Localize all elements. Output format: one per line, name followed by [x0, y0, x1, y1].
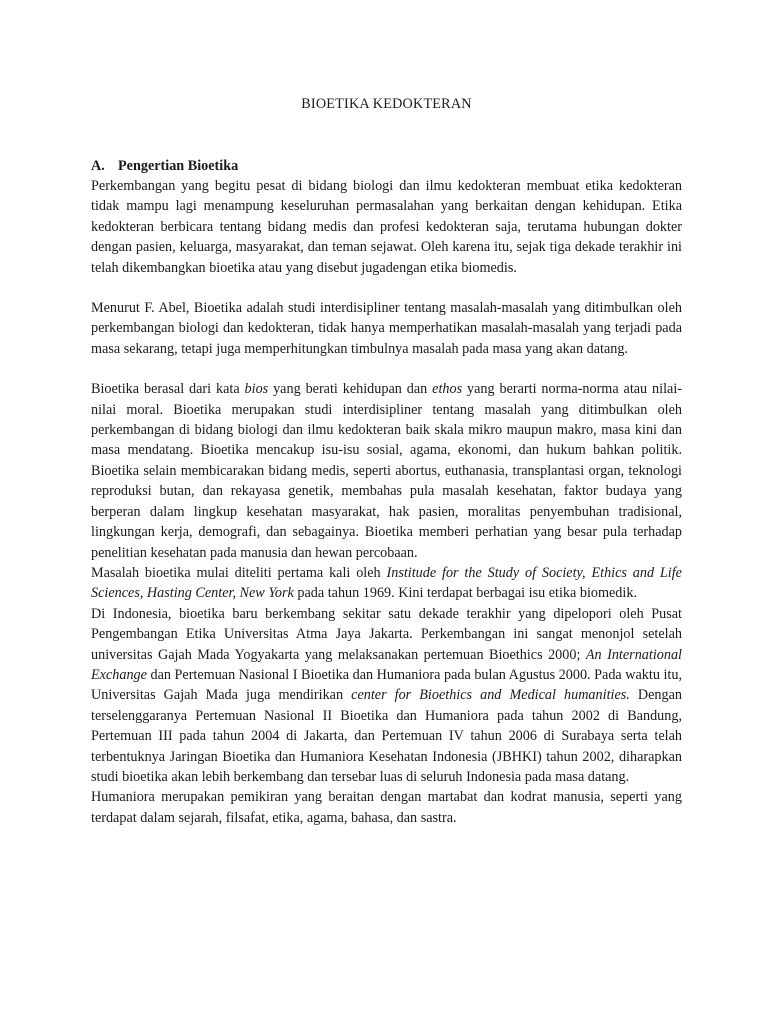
paragraph-5-text-3: Dengan terselenggaranya Pertemuan Nasional II Bioetika dan Humaniora pada tahun 2002 di Bandung, Pertemuan III pada tahun 2004 di Jakarta, dan Pertemuan IV tahun 2006 di Surabaya serta telah terbentuknya Jaringan Bioetika dan Humaniora Kesehatan Indonesia (JBHKI) tahun 2002, diharapkan studi bioetika akan lebih berkembang dan tersebar luas di seluruh Indonesia pada masa datang. [91, 687, 683, 785]
paragraph-3-text-3: yang berarti norma-norma atau nilai-nilai moral. Bioetika merupakan studi interdisipliner tentang masalah yang ditimbulkan oleh perkembangan di bidang biologi dan ilmu kedokteran baik skala mikro maupun makro, masa kini dan masa mendatang. Bioetika mencakup isu-isu sosial, agama, ekonomi, dan hukum bahkan politik. Bioetika selain membicarakan bidang medis, seperti abortus, euthanasia, transplantasi organ, teknologi reproduksi butan, dan rekayasa genetik, membahas pula masalah kesehatan, faktor budaya yang berperan dalam lingkup kesehatan masyarakat, hak pasien, moralitas penyembuhan tradisional, lingkungan kerja, demografi, dan sebagainya. Bioetika memberi perhatian yang besar pula terhadap penelitian kesehatan pada manusia dan hewan percobaan. [91, 381, 682, 561]
paragraph-5-text-2: dan Pertemuan Nasional I Bioetika dan Humaniora pada bulan Agustus 2000. Pada waktu itu, Universitas Gajah Mada juga mendirikan [91, 666, 683, 704]
paragraph-2: Menurut F. Abel, Bioetika adalah studi interdisipliner tentang masalah-masalah yang ditimbulkan oleh perkembangan biologi dan kedokteran, tidak hanya memperhatikan masalah-masalah yang terjadi pada masa sekarang, tetapi juga memperhitungkan timbulnya masalah pada masa yang akan datang. [91, 300, 682, 357]
paragraph-3-text-2: yang berati kehidupan dan [268, 381, 433, 398]
paragraph-3-term-bios: bios [244, 381, 269, 398]
paragraph-1: Perkembangan yang begitu pesat di bidang biologi dan ilmu kedokteran membuat etika kedokteran tidak mampu lagi menampung keseluruhan permasalahan yang berkaitan dengan kehidupan. Etika kedokteran berbicara tentang bidang medis dan profesi kedokteran saja, terutama hubungan dokter dengan pasien, keluarga, masyarakat, dan teman sejawat. Oleh karena itu, sejak tiga dekade terakhir ini telah dikembangkan bioetika atau yang disebut jugadengan etika biomedis. [91, 178, 682, 276]
paragraph-4-text-2: pada tahun 1969. Kini terdapat berbagai isu etika biomedik. [293, 585, 637, 602]
document-title: BIOETIKA KEDOKTERAN [301, 96, 472, 112]
paragraph-5-event-name: An International Exchange [91, 646, 682, 683]
paragraph-5-text-1: Di Indonesia, bioetika baru berkembang sekitar satu dekade terakhir yang dipelopori oleh Pusat Pengembangan Etika Universitas Atma Jaya Jakarta. Perkembangan ini sangat menonjol setelah universitas Gajah Mada Yogyakarta yang melaksanakan pertemuan Bioethics 2000; [91, 605, 682, 663]
paragraph-3-text-1: Bioetika berasal dari kata [91, 381, 245, 398]
section-heading-text: Pengertian Bioetika [118, 158, 239, 174]
section-heading [91, 156, 682, 176]
paragraph-5 [91, 604, 682, 788]
paragraph-5-center-name: center for Bioethics and Medical humanities. [351, 687, 630, 704]
paragraph-3 [91, 379, 682, 563]
paragraph-4-text-1: Masalah bioetika mulai diteliti pertama kali oleh [91, 564, 387, 581]
section-number: A. [91, 158, 105, 174]
paragraph-4 [91, 563, 682, 604]
paragraph-6: Humaniora merupakan pemikiran yang beraitan dengan martabat dan kodrat manusia, seperti yang terdapat dalam sejarah, filsafat, etika, agama, bahasa, dan sastra. [91, 789, 682, 826]
paragraph-3-term-ethos: ethos [432, 381, 463, 398]
paragraph-4-institution: Institude for the Study of Society, Ethics and Life Sciences, Hasting Center, New York [91, 564, 682, 602]
